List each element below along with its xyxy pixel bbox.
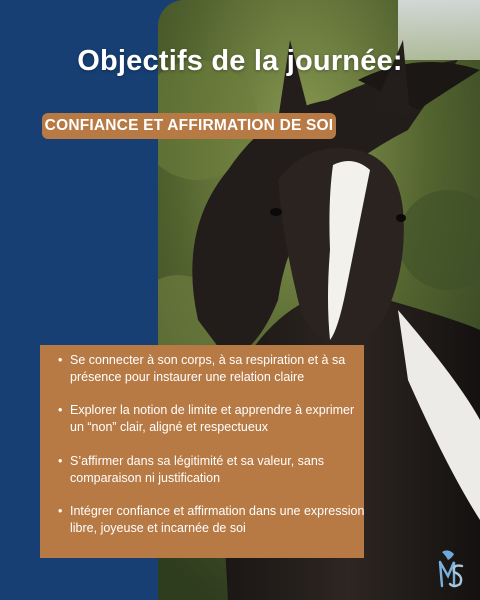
objectives-panel [40, 345, 364, 558]
brand-logo [428, 548, 468, 592]
objective-item: • Explorer la notion de limite et apprendre à exprimer un “non” clair, aligné et respectueux [58, 402, 370, 436]
objective-item: • S’affirmer dans sa légitimité et sa valeur, sans comparaison ni justification [58, 453, 370, 487]
horse-monogram-logo [428, 548, 468, 592]
objective-item: • Se connecter à son corps, à sa respiration et à sa présence pour instaurer une relation claire [58, 352, 370, 386]
theme-badge: CONFIANCE ET AFFIRMATION DE SOI [42, 113, 336, 139]
objective-item: • Intégrer confiance et affirmation dans une expression libre, joyeuse et incarnée de soi [58, 503, 370, 537]
page-title: Objectifs de la journée: [77, 45, 403, 77]
